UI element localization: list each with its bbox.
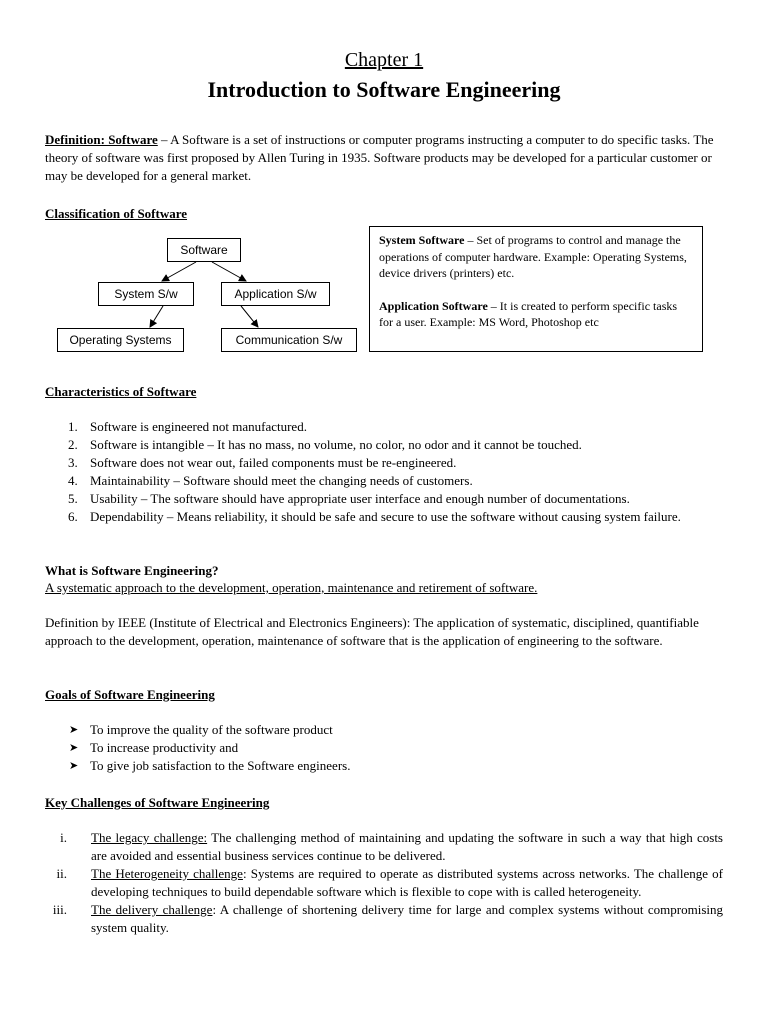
node-system-sw: System S/w [98,282,194,306]
list-item: ➤ To improve the quality of the software product [69,722,333,737]
arrow-bullet-icon: ➤ [69,724,79,736]
arrow-to-application [212,262,246,281]
software-types-box [369,226,703,352]
arrow-bullet-icon: ➤ [69,760,79,772]
characteristics-list [45,418,725,526]
node-operating-systems: Operating Systems [57,328,184,352]
node-application-sw: Application S/w [221,282,330,306]
page-title: Introduction to Software Engineering [207,77,561,102]
application-software-desc: Application Software – It is created to perform specific tasks for a user. Example: MS Word, Photoshop etc [379,298,678,329]
list-item: i. The legacy challenge: The challenging method of maintaining and updating the software in such a way that high costs are avoided and essential business services continue to be delivered. [60,830,723,863]
list-item: iii. The delivery challenge: A challenge of shortening delivery time for large and complex systems without compromising system quality. [52,902,724,935]
list-item: 1. Software is engineered not manufactured. [68,419,307,434]
goals-heading: Goals of Software Engineering [45,687,215,702]
list-item: 5. Usability – The software should have appropriate user interface and enough number of documentations. [68,491,630,506]
what-is-definition: A systematic approach to the development, operation, maintenance and retirement of software. [45,580,538,595]
goals-list [45,721,350,775]
list-item: ii. The Heterogeneity challenge: Systems are required to operate as distributed systems across networks. The challenge of developing techniques to build dependable software which is flexible to cope with is called heterogeneity. [56,866,723,899]
chapter-label: Chapter 1 [344,49,424,71]
node-software: Software [167,238,241,262]
list-item: ➤ To give job satisfaction to the Software engineers. [69,758,351,773]
definition-label: Definition: Software [45,132,158,147]
classification-heading: Classification of Software [45,206,188,221]
ieee-definition: Definition by IEEE (Institute of Electrical and Electronics Engineers): The application of systematic, disciplined, quantifiable approach to the development, operation, maintenance of software that is the application of engineering to the software. [45,615,699,648]
arrow-to-communication [241,306,258,327]
node-communication-sw: Communication S/w [221,328,357,352]
list-item: 6. Dependability – Means reliability, it should be safe and secure to use the software without causing system failure. [68,509,681,524]
challenges-heading: Key Challenges of Software Engineering [45,795,270,810]
arrow-bullet-icon: ➤ [69,742,79,754]
list-item: ➤ To increase productivity and [69,740,239,755]
definition-text: – A Software is a set of instructions or computer programs instructing a computer to do specific tasks. The theory of software was first proposed by Allen Turing in 1935. Software products may be developed for a particular customer or may be developed for a general market. [45,132,714,183]
characteristics-heading: Characteristics of Software [45,384,197,399]
list-item: 2. Software is intangible – It has no mass, no volume, no color, no odor and it cannot be touched. [68,437,582,452]
arrow-to-system [162,262,196,281]
list-item: 3. Software does not wear out, failed components must be re-engineered. [68,455,457,470]
what-is-heading: What is Software Engineering? [45,563,219,578]
challenges-list [45,829,723,937]
arrow-to-os [150,306,163,327]
system-software-desc: System Software – Set of programs to control and manage the operations of computer hardware. Example: Operating Systems, device drivers (printers) etc. [379,233,687,280]
list-item: 4. Maintainability – Software should meet the changing needs of customers. [68,473,473,488]
